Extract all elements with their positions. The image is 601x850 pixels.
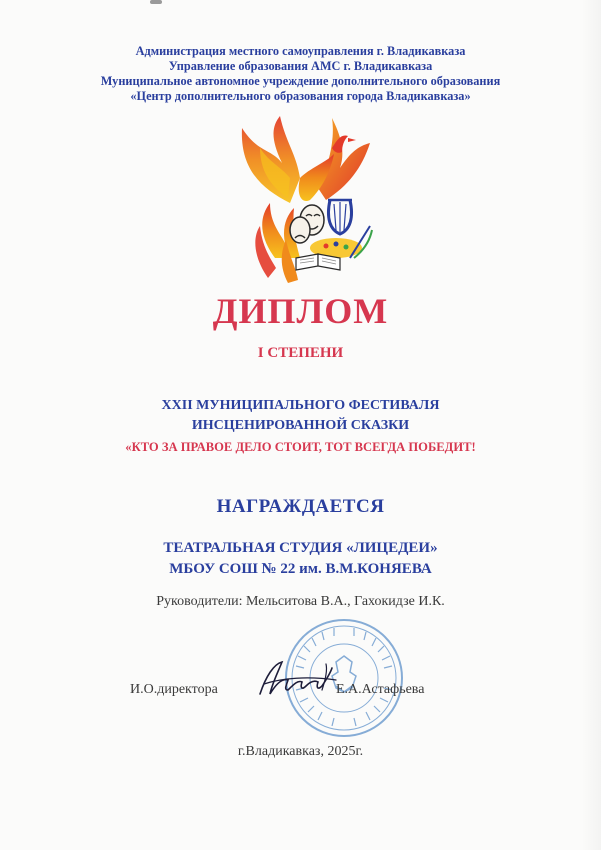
festival-line-1: XXII МУНИЦИПАЛЬНОГО ФЕСТИВАЛЯ [161,398,440,413]
scan-mark [150,0,162,4]
issuer-header [0,44,601,104]
signatory-name: Е.А.Астафьева [336,682,425,697]
page-edge-shadow [581,0,601,850]
festival-line-2: ИНСЦЕНИРОВАННОЙ СКАЗКИ [191,418,410,433]
phoenix-theater-icon [230,108,380,288]
issuer-line-3: Муниципальное автономное учреждение дополнительного образования [100,74,501,88]
city-and-year: г.Владикавказ, 2025г. [237,744,364,759]
diploma-degree: I СТЕПЕНИ [257,345,344,361]
issuer-line-2: Управление образования АМС г. Владикавказа [168,59,433,73]
festival-motto: «КТО ЗА ПРАВОЕ ДЕЛО СТОИТ, ТОТ ВСЕГДА ПОБЕДИТ! [125,440,476,454]
diploma-title: ДИПЛОМ [212,291,389,331]
issuer-line-1: Администрация местного самоуправления г. Владикавказа [135,44,466,58]
festival-name [0,396,601,436]
leaders-line: Руководители: Мельситова В.А., Гахокидзе И.К. [156,594,445,609]
recipient [0,538,601,580]
issuer-line-4: «Центр дополнительного образования города Владикавказа» [130,89,471,103]
recipient-line-1: ТЕАТРАЛЬНАЯ СТУДИЯ «ЛИЦЕДЕИ» [163,540,438,556]
recipient-line-2: МБОУ СОШ № 22 им. В.М.КОНЯЕВА [169,561,432,577]
handwritten-signature [252,654,342,704]
signatory-role: И.О.директора [130,682,218,697]
awarded-label: НАГРАЖДАЕТСЯ [216,496,385,517]
